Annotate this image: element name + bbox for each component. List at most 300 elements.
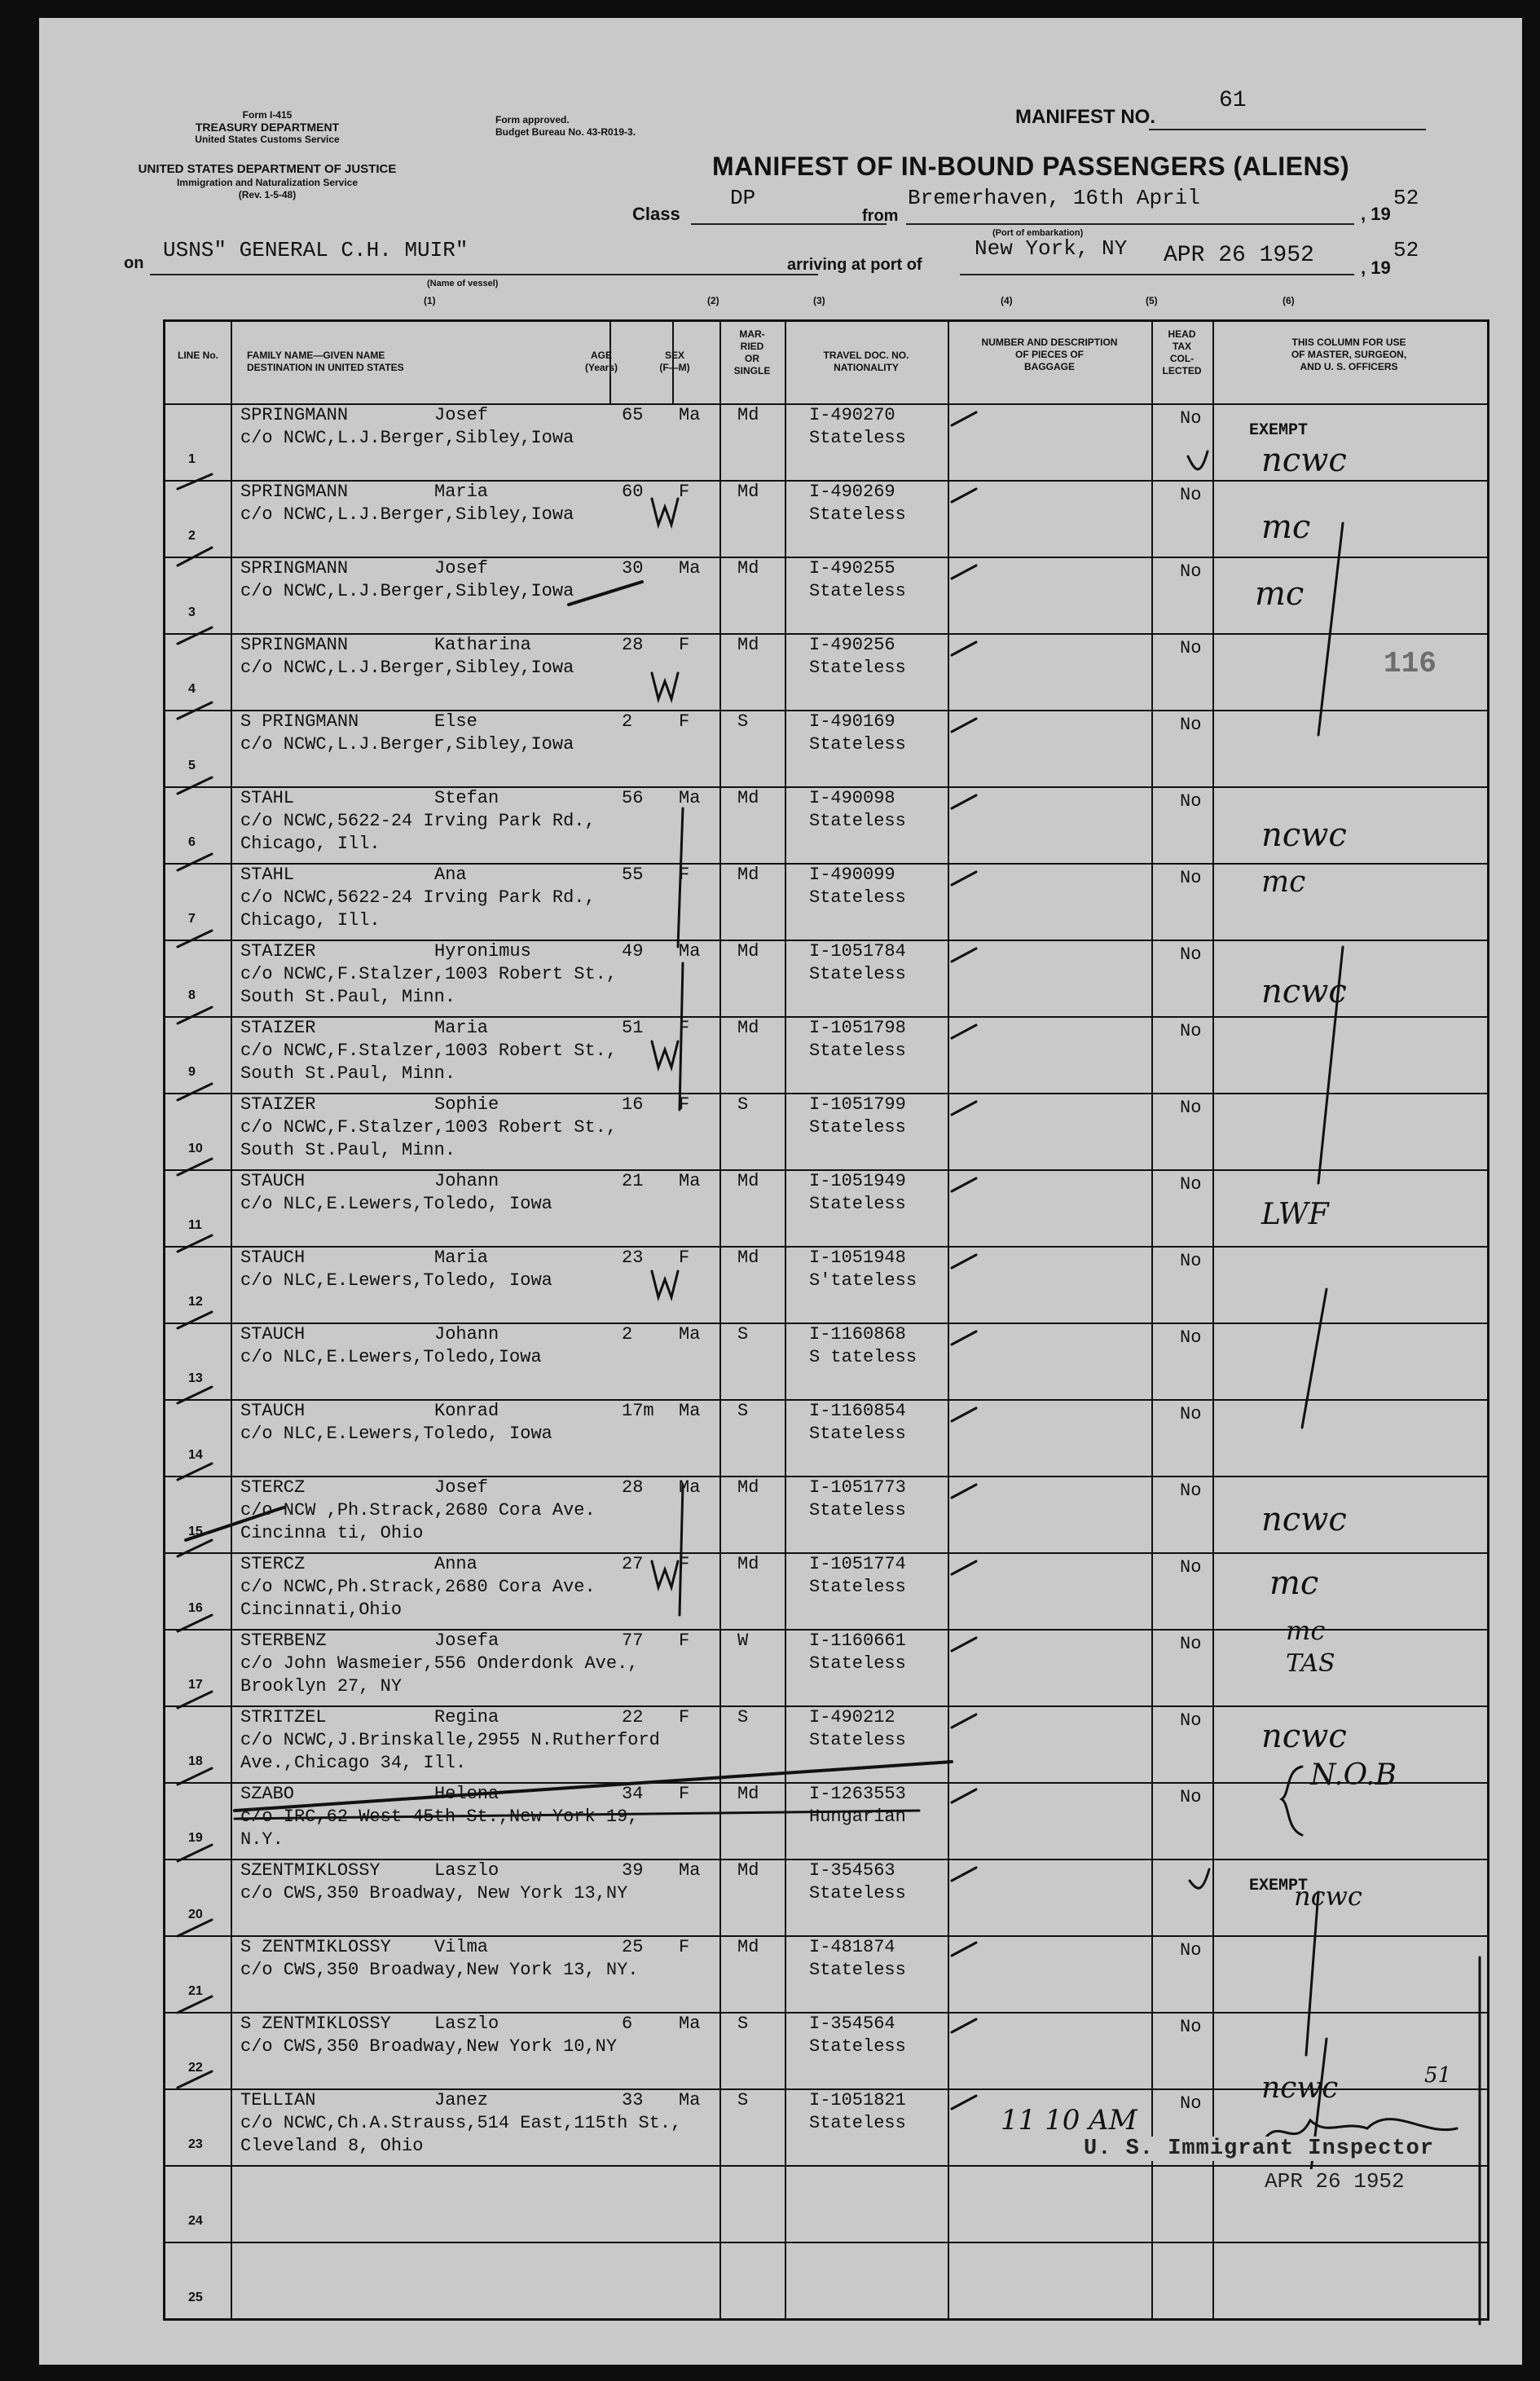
surname: STAUCH xyxy=(240,1248,306,1268)
sex: Ma xyxy=(679,1477,701,1498)
head-tax: No xyxy=(1180,1557,1202,1578)
sex: Ma xyxy=(679,1860,701,1881)
sex: F xyxy=(679,635,690,655)
marital-status: Md xyxy=(737,1477,759,1498)
hw-ncwc-2: ncwc xyxy=(1261,816,1347,854)
travel-doc-no: I-490256 xyxy=(809,635,895,655)
head-tax: No xyxy=(1180,1481,1202,1501)
justice-dept: UNITED STATES DEPARTMENT OF JUSTICE xyxy=(138,162,397,176)
surname: SPRINGMANN xyxy=(240,558,349,579)
line-number: 7 xyxy=(188,912,196,926)
given-name: Hyronimus xyxy=(434,941,531,962)
line-number: 9 xyxy=(188,1065,196,1079)
nationality: Stateless xyxy=(809,1653,906,1674)
from-value: Bremerhaven, 16th April xyxy=(908,186,1200,210)
nationality: Stateless xyxy=(809,734,906,755)
marital-status: Md xyxy=(737,788,759,808)
head-tax: No xyxy=(1180,561,1202,582)
marital-status: S xyxy=(737,711,749,732)
approved-text: Form approved. xyxy=(495,114,570,125)
given-name: Vilma xyxy=(434,1937,489,1957)
manifest-no-label: MANIFEST NO. xyxy=(1015,106,1155,128)
hw-mc-3: mc xyxy=(1261,865,1306,899)
year-value-2: 52 xyxy=(1393,238,1419,262)
sex: Ma xyxy=(679,2014,701,2034)
age: 51 xyxy=(622,1018,644,1038)
given-name: Johann xyxy=(434,1171,499,1191)
header-line-no: LINE No. xyxy=(178,350,218,361)
hw-ncwc-6: ncwc xyxy=(1294,1881,1362,1912)
nationality: S tateless xyxy=(809,1347,917,1367)
hw-51: 51 xyxy=(1424,2063,1452,2088)
given-name: Josef xyxy=(434,1477,489,1498)
manifest-title: MANIFEST OF IN-BOUND PASSENGERS (ALIENS) xyxy=(712,152,1350,181)
destination-line-1: c/o NCWC,J.Brinskalle,2955 N.Rutherford xyxy=(240,1730,660,1750)
line-number: 21 xyxy=(188,1984,203,1998)
table-row xyxy=(165,633,1487,710)
head-tax: No xyxy=(1180,868,1202,888)
nationality: Stateless xyxy=(809,1730,906,1750)
surname: SPRINGMANN xyxy=(240,405,349,425)
travel-doc-no: I-490212 xyxy=(809,1707,895,1727)
form-header xyxy=(145,109,389,146)
line-number: 11 xyxy=(188,1218,202,1232)
destination-line-1: c/o NCWC,5622-24 Irving Park Rd., xyxy=(240,887,596,908)
travel-doc-no: I-1263553 xyxy=(809,1784,906,1804)
destination-line-2: Chicago, Ill. xyxy=(240,910,381,931)
age: 34 xyxy=(622,1784,644,1804)
sex: F xyxy=(679,1554,690,1574)
page-number: 116 xyxy=(1384,647,1437,680)
age: 33 xyxy=(622,2090,644,2110)
given-name: Maria xyxy=(434,1248,489,1268)
vessel-note: (Name of vessel) xyxy=(427,279,499,288)
header-baggage: NUMBER AND DESCRIPTION OF PIECES OF BAGGAGE xyxy=(981,337,1118,372)
approval-block xyxy=(495,114,636,139)
line-number: 14 xyxy=(188,1448,203,1462)
treasury-dept: TREASURY DEPARTMENT xyxy=(195,121,340,134)
sex: F xyxy=(679,1631,690,1651)
col-num-3: (3) xyxy=(813,295,825,306)
surname: STAUCH xyxy=(240,1324,306,1345)
ins-label: Immigration and Naturalization Service xyxy=(176,177,359,188)
head-tax: No xyxy=(1180,715,1202,735)
surname: S PRINGMANN xyxy=(240,711,359,732)
destination-line-1: c/o NLC,E.Lewers,Toledo,Iowa xyxy=(240,1347,542,1367)
nationality: Hungarian xyxy=(809,1807,906,1827)
header-head-tax: HEAD TAX COL- LECTED xyxy=(1162,328,1202,376)
head-tax: No xyxy=(1180,1940,1202,1961)
hw-mc-4: mc xyxy=(1269,1565,1319,1602)
inspector-date: APR 26 1952 xyxy=(1261,2169,1408,2194)
marital-status: Md xyxy=(737,482,759,502)
arrival-stamp: APR 26 1952 xyxy=(1164,243,1314,268)
surname: STRITZEL xyxy=(240,1707,327,1727)
sex: Ma xyxy=(679,1401,701,1421)
given-name: Katharina xyxy=(434,635,531,655)
travel-doc-no: I-1051774 xyxy=(809,1554,906,1574)
surname: STAIZER xyxy=(240,1018,316,1038)
given-name: Else xyxy=(434,711,477,732)
age: 25 xyxy=(622,1937,644,1957)
table-row xyxy=(165,2242,1487,2318)
hw-mc-1: mc xyxy=(1261,508,1311,546)
line-number: 2 xyxy=(188,529,196,543)
col-num-2: (2) xyxy=(707,295,719,306)
nationality: Stateless xyxy=(809,504,906,525)
budget-text: Budget Bureau No. 43-R019-3. xyxy=(495,126,636,138)
age: 2 xyxy=(622,1324,633,1345)
nationality: Stateless xyxy=(809,1960,906,1980)
hw-time: 11 10 AM xyxy=(1001,2104,1137,2137)
travel-doc-no: I-1051948 xyxy=(809,1248,906,1268)
line-number: 19 xyxy=(188,1831,203,1845)
destination-line-2: Ave.,Chicago 34, Ill. xyxy=(240,1753,467,1773)
nationality: Stateless xyxy=(809,811,906,831)
agency-header xyxy=(121,161,414,201)
hw-lwf: LWF xyxy=(1261,1198,1329,1231)
sex: Ma xyxy=(679,1171,701,1191)
port-line xyxy=(960,274,1354,275)
manifest-no-value: 61 xyxy=(1219,88,1247,113)
year-value-1: 52 xyxy=(1393,186,1419,210)
given-name: Josefa xyxy=(434,1631,499,1651)
nationality: Stateless xyxy=(809,1577,906,1597)
from-line xyxy=(906,223,1354,225)
nationality: Stateless xyxy=(809,964,906,984)
age: 39 xyxy=(622,1860,644,1881)
age: 23 xyxy=(622,1248,644,1268)
given-name: Janez xyxy=(434,2090,489,2110)
embarkation-note: (Port of embarkation) xyxy=(992,228,1084,238)
line-number: 13 xyxy=(188,1371,203,1385)
line-number: 23 xyxy=(188,2137,203,2151)
destination-line-1: c/o NCWC,L.J.Berger,Sibley,Iowa xyxy=(240,428,574,448)
age: 6 xyxy=(622,2014,633,2034)
marital-status: S xyxy=(737,2090,749,2110)
travel-doc-no: I-1051798 xyxy=(809,1018,906,1038)
head-tax: No xyxy=(1180,791,1202,812)
marital-status: Md xyxy=(737,1784,759,1804)
col-num-6: (6) xyxy=(1283,295,1295,306)
sex: F xyxy=(679,865,690,885)
on-label: on xyxy=(124,254,144,272)
table-row xyxy=(165,1016,1487,1093)
marital-status: S xyxy=(737,1324,749,1345)
line-number: 3 xyxy=(188,605,196,619)
surname: S ZENTMIKLOSSY xyxy=(240,1937,391,1957)
line-number: 22 xyxy=(188,2061,203,2075)
line-number: 20 xyxy=(188,1908,203,1921)
hw-ncwc-3: ncwc xyxy=(1261,973,1347,1010)
head-tax: No xyxy=(1180,2093,1202,2114)
destination-line-1: c/o NCWC,F.Stalzer,1003 Robert St., xyxy=(240,1041,618,1061)
sex: Ma xyxy=(679,558,701,579)
destination-line-2: South St.Paul, Minn. xyxy=(240,987,456,1007)
arriving-label: arriving at port of xyxy=(787,256,922,274)
head-tax: No xyxy=(1180,485,1202,505)
sex: F xyxy=(679,711,690,732)
marital-status: Md xyxy=(737,941,759,962)
destination-line-1: c/o NCWC,F.Stalzer,1003 Robert St., xyxy=(240,964,618,984)
travel-doc-no: I-490269 xyxy=(809,482,895,502)
surname: SZENTMIKLOSSY xyxy=(240,1860,381,1881)
travel-doc-no: I-354563 xyxy=(809,1860,895,1881)
surname: STERCZ xyxy=(240,1477,306,1498)
vessel-name: USNS" GENERAL C.H. MUIR" xyxy=(163,238,469,262)
table-row xyxy=(165,1093,1487,1169)
table-row xyxy=(165,1935,1487,2012)
travel-doc-no: I-1051773 xyxy=(809,1477,906,1498)
age: 22 xyxy=(622,1707,644,1727)
hw-tas: TAS xyxy=(1286,1649,1335,1678)
hw-ncwc-7: ncwc xyxy=(1261,2071,1339,2105)
header-name: FAMILY NAME—GIVEN NAME DESTINATION IN UNITED STATES xyxy=(247,350,404,373)
destination-line-1: c/o NCWC,L.J.Berger,Sibley,Iowa xyxy=(240,734,574,755)
sex: Ma xyxy=(679,405,701,425)
age: 77 xyxy=(622,1631,644,1651)
inspector-label: U. S. Immigrant Inspector xyxy=(1080,2137,1437,2161)
given-name: Sophie xyxy=(434,1094,499,1115)
age: 27 xyxy=(622,1554,644,1574)
destination-line-1: c/o NCWC,L.J.Berger,Sibley,Iowa xyxy=(240,581,574,601)
marital-status: Md xyxy=(737,1554,759,1574)
line-number: 10 xyxy=(188,1142,203,1155)
head-tax: No xyxy=(1180,1251,1202,1271)
arrival-port: New York, NY xyxy=(975,236,1128,261)
surname: S ZENTMIKLOSSY xyxy=(240,2014,391,2034)
officer-note: EXEMPT xyxy=(1249,1877,1309,1895)
destination-line-2: Cincinnati,Ohio xyxy=(240,1600,403,1620)
header-travel-doc: TRAVEL DOC. NO. NATIONALITY xyxy=(823,350,909,373)
surname: SZABO xyxy=(240,1784,295,1804)
sex: F xyxy=(679,1094,690,1115)
line-number: 6 xyxy=(188,835,196,849)
marital-status: S xyxy=(737,1094,749,1115)
given-name: Maria xyxy=(434,482,489,502)
age: 30 xyxy=(622,558,644,579)
destination-line-1: c/o NCWC,L.J.Berger,Sibley,Iowa xyxy=(240,658,574,678)
line-number: 5 xyxy=(188,759,196,772)
destination-line-2: South St.Paul, Minn. xyxy=(240,1063,456,1084)
head-tax: No xyxy=(1180,1787,1202,1807)
destination-line-2: Brooklyn 27, NY xyxy=(240,1676,403,1697)
age: 21 xyxy=(622,1171,644,1191)
destination-line-2: N.Y. xyxy=(240,1829,284,1850)
line-number: 8 xyxy=(188,988,196,1002)
nationality: Stateless xyxy=(809,1194,906,1214)
sex: Ma xyxy=(679,941,701,962)
marital-status: W xyxy=(737,1631,749,1651)
sex: Ma xyxy=(679,1324,701,1345)
travel-doc-no: I-1051784 xyxy=(809,941,906,962)
head-tax: No xyxy=(1180,638,1202,658)
manifest-page xyxy=(39,18,1522,2365)
surname: STAIZER xyxy=(240,1094,316,1115)
nationality: Stateless xyxy=(809,1424,906,1444)
col-num-1: (1) xyxy=(424,295,436,306)
col-num-4: (4) xyxy=(1001,295,1013,306)
destination-line-1: c/o NCWC,L.J.Berger,Sibley,Iowa xyxy=(240,504,574,525)
class-line xyxy=(691,223,887,225)
header-married: MAR- RIED OR SINGLE xyxy=(733,328,771,376)
nationality: Stateless xyxy=(809,1500,906,1521)
given-name: Helena xyxy=(434,1784,499,1804)
head-tax: No xyxy=(1180,2017,1202,2037)
head-tax: No xyxy=(1180,1404,1202,1424)
sex: Ma xyxy=(679,788,701,808)
sex: F xyxy=(679,482,690,502)
nationality: Stateless xyxy=(809,2113,906,2133)
given-name: Regina xyxy=(434,1707,499,1727)
sex: F xyxy=(679,1784,690,1804)
col-num-5: (5) xyxy=(1146,295,1158,306)
nationality: S'tateless xyxy=(809,1270,917,1291)
form-number: Form I-415 xyxy=(242,109,293,121)
nationality: Stateless xyxy=(809,581,906,601)
travel-doc-no: I-481874 xyxy=(809,1937,895,1957)
age: 55 xyxy=(622,865,644,885)
sex: F xyxy=(679,1937,690,1957)
age: 56 xyxy=(622,788,644,808)
hw-nob: N.O.B xyxy=(1310,1758,1397,1792)
destination-line-1: c/o NCWC,Ch.A.Strauss,514 East,115th St., xyxy=(240,2113,682,2133)
surname: STAHL xyxy=(240,865,295,885)
line-number: 16 xyxy=(188,1601,203,1615)
age: 60 xyxy=(622,482,644,502)
surname: STAIZER xyxy=(240,941,316,962)
given-name: Stefan xyxy=(434,788,499,808)
marital-status: S xyxy=(737,1707,749,1727)
head-tax: No xyxy=(1180,944,1202,965)
table-row xyxy=(165,710,1487,786)
destination-line-1: c/o NCWC,Ph.Strack,2680 Cora Ave. xyxy=(240,1577,596,1597)
given-name: Maria xyxy=(434,1018,489,1038)
destination-line-1: c/o NLC,E.Lewers,Toledo, Iowa xyxy=(240,1424,552,1444)
header-officers: THIS COLUMN FOR USE OF MASTER, SURGEON, AND U. S. OFFICERS xyxy=(1291,337,1407,372)
table-row xyxy=(165,1246,1487,1323)
table-row xyxy=(165,1323,1487,1399)
line-number: 1 xyxy=(188,452,196,466)
header-sex: SEX (F—M) xyxy=(659,350,690,373)
officer-note: EXEMPT xyxy=(1249,421,1309,440)
nationality: Stateless xyxy=(809,1041,906,1061)
destination-line-1: c/o CWS,350 Broadway,New York 10,NY xyxy=(240,2036,618,2057)
marital-status: Md xyxy=(737,1860,759,1881)
passenger-table xyxy=(163,319,1489,2321)
given-name: Konrad xyxy=(434,1401,499,1421)
age: 16 xyxy=(622,1094,644,1115)
destination-line-1: c/o NLC,E.Lewers,Toledo, Iowa xyxy=(240,1194,552,1214)
given-name: Ana xyxy=(434,865,467,885)
travel-doc-no: I-490099 xyxy=(809,865,895,885)
age: 65 xyxy=(622,405,644,425)
from-label: from xyxy=(862,207,899,225)
destination-line-1: c/o CWS,350 Broadway,New York 13, NY. xyxy=(240,1960,639,1980)
travel-doc-no: I-490270 xyxy=(809,405,895,425)
travel-doc-no: I-1051799 xyxy=(809,1094,906,1115)
age: 28 xyxy=(622,635,644,655)
destination-line-1: c/o IRC,62 West 45th St.,New York 19, xyxy=(240,1807,639,1827)
hw-ncwc-1: ncwc xyxy=(1261,442,1347,479)
nationality: Stateless xyxy=(809,428,906,448)
marital-status: Md xyxy=(737,1248,759,1268)
head-tax: No xyxy=(1180,408,1202,429)
destination-line-1: c/o NCWC,5622-24 Irving Park Rd., xyxy=(240,811,596,831)
age: 17m xyxy=(622,1401,654,1421)
destination-line-1: c/o NCW ,Ph.Strack,2680 Cora Ave. xyxy=(240,1500,596,1521)
nationality: Stateless xyxy=(809,1883,906,1903)
travel-doc-no: I-1051949 xyxy=(809,1171,906,1191)
marital-status: Md xyxy=(737,1937,759,1957)
age: 2 xyxy=(622,711,633,732)
destination-line-1: c/o NLC,E.Lewers,Toledo, Iowa xyxy=(240,1270,552,1291)
nationality: Stateless xyxy=(809,887,906,908)
line-number: 17 xyxy=(188,1678,203,1692)
revision: (Rev. 1-5-48) xyxy=(238,189,297,200)
head-tax: No xyxy=(1180,1327,1202,1348)
line-number: 25 xyxy=(188,2291,203,2304)
given-name: Anna xyxy=(434,1554,477,1574)
year-prefix-1: , 19 xyxy=(1361,204,1391,224)
class-label: Class xyxy=(632,204,680,224)
marital-status: Md xyxy=(737,635,759,655)
surname: STERBENZ xyxy=(240,1631,327,1651)
age: 49 xyxy=(622,941,644,962)
surname: TELLIAN xyxy=(240,2090,316,2110)
hw-ncwc-4: ncwc xyxy=(1261,1501,1347,1538)
sex: F xyxy=(679,1018,690,1038)
travel-doc-no: I-354564 xyxy=(809,2014,895,2034)
row-divider xyxy=(165,2318,1487,2320)
destination-line-1: c/o CWS,350 Broadway, New York 13,NY xyxy=(240,1883,628,1903)
head-tax: No xyxy=(1180,1710,1202,1731)
hw-ncwc-5: ncwc xyxy=(1261,1718,1347,1755)
table-row xyxy=(165,1782,1487,1859)
year-prefix-2: , 19 xyxy=(1361,257,1391,278)
hw-mc-5: mc xyxy=(1286,1615,1326,1646)
surname: STAUCH xyxy=(240,1401,306,1421)
table-row xyxy=(165,1859,1487,1935)
surname: STERCZ xyxy=(240,1554,306,1574)
surname: SPRINGMANN xyxy=(240,482,349,502)
destination-line-1: c/o John Wasmeier,556 Onderdonk Ave., xyxy=(240,1653,639,1674)
marital-status: S xyxy=(737,1401,749,1421)
table-row xyxy=(165,1399,1487,1476)
marital-status: Md xyxy=(737,405,759,425)
line-number: 4 xyxy=(188,682,196,696)
manifest-no-line xyxy=(1149,129,1426,130)
destination-line-2: Cleveland 8, Ohio xyxy=(240,2136,424,2156)
travel-doc-no: I-490255 xyxy=(809,558,895,579)
sex: Ma xyxy=(679,2090,701,2110)
surname: STAUCH xyxy=(240,1171,306,1191)
header-age: AGE (Years) xyxy=(584,350,618,373)
marital-status: Md xyxy=(737,1018,759,1038)
head-tax: No xyxy=(1180,1021,1202,1041)
vessel-line xyxy=(150,274,818,275)
hw-mc-2: mc xyxy=(1255,575,1305,613)
line-number: 24 xyxy=(188,2214,203,2228)
destination-line-2: Chicago, Ill. xyxy=(240,834,381,854)
sex: F xyxy=(679,1248,690,1268)
line-number: 18 xyxy=(188,1754,203,1768)
surname: SPRINGMANN xyxy=(240,635,349,655)
travel-doc-no: I-1051821 xyxy=(809,2090,906,2110)
travel-doc-no: I-490098 xyxy=(809,788,895,808)
nationality: Stateless xyxy=(809,658,906,678)
age: 28 xyxy=(622,1477,644,1498)
